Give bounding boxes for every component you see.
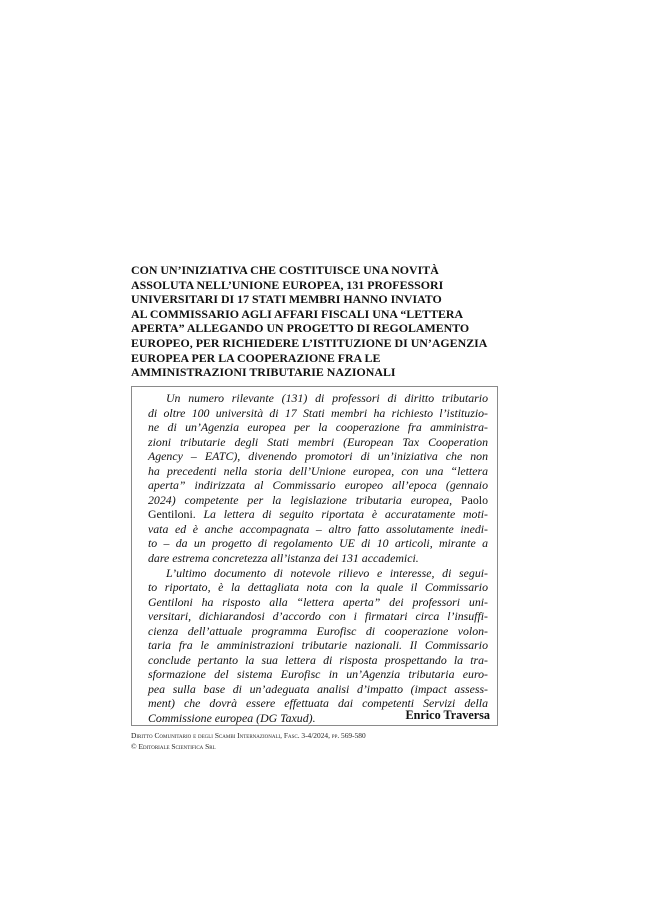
abstract-line: taria fra le amministrazioni tributarie nazionali. Il Commissario <box>148 638 488 653</box>
abstract-box <box>131 386 498 726</box>
abstract-name-paolo: Paolo <box>461 492 488 507</box>
abstract-line <box>148 507 488 522</box>
abstract-line: ha precedenti nella storia dell’Unione europea, con una “lettera <box>148 463 488 478</box>
title-line: UNIVERSITARI DI 17 STATI MEMBRI HANNO INVIATO <box>131 292 442 307</box>
abstract-line: di oltre 100 università di 17 Stati membri ha richiesto l’istituzio- <box>148 405 488 420</box>
title-line: APERTA” ALLEGANDO UN PROGETTO DI REGOLAMENTO <box>131 321 470 336</box>
abstract-line <box>148 493 488 508</box>
abstract-line-text: 2024) competente per la legislazione tributaria europea, <box>148 492 453 507</box>
title-line: AMMINISTRAZIONI TRIBUTARIE NAZIONALI <box>131 365 396 380</box>
abstract-line: to – da un progetto di regolamento UE di 10 articoli, mirante a <box>148 536 488 551</box>
abstract-line: zioni tributarie degli Stati membri (European Tax Cooperation <box>148 434 488 449</box>
abstract-line: versitari, dichiarandosi d’accordo con i firmatari circa l’insuffi- <box>148 609 488 624</box>
abstract-line: to riportato, è la dettagliata nota con la quale il Commissario <box>148 580 488 595</box>
abstract-line: sformazione del sistema Eurofisc in un’Agenzia tributaria euro- <box>148 667 488 682</box>
abstract-line: Commissione europea (DG Taxud). <box>148 711 316 726</box>
abstract-line: cienza dell’attuale programma Eurofisc di cooperazione volon- <box>148 623 488 638</box>
abstract-line: vata ed è anche accompagnata – altro fatto assolutamente inedi- <box>148 521 488 536</box>
abstract-line: pea sulla base di un’adeguata analisi d’impatto (impact assess- <box>148 681 488 696</box>
abstract-line: ment) che dovrà essere effettuata dai competenti Servizi della <box>148 696 488 711</box>
title-line: EUROPEO, PER RICHIEDERE L’ISTITUZIONE DI UN’AGENZIA <box>131 335 488 350</box>
abstract-name-gentiloni: Gentiloni. <box>148 507 196 522</box>
title-line: EUROPEA PER LA COOPERAZIONE FRA LE <box>131 350 381 365</box>
abstract-line: Un numero rilevante (131) di professori di diritto tributario <box>166 391 488 405</box>
abstract-line: ne di un’Agenzia europea per la cooperazione fra amministra- <box>148 420 488 435</box>
abstract-text <box>148 391 488 726</box>
title-line: CON UN’INIZIATIVA CHE COSTITUISCE UNA NOVITÀ <box>131 263 439 277</box>
page-footer <box>131 731 366 752</box>
title-line: AL COMMISSARIO AGLI AFFARI FISCALI UNA “LETTERA <box>131 306 464 321</box>
journal-citation: Diritto Comunitario e degli Scambi Internazionali, Fasc. 3-4/2024, pp. 569-580 <box>131 731 366 740</box>
abstract-line: L’ultimo documento di notevole rilievo e interesse, di segui- <box>166 565 488 580</box>
abstract-line: conclude pertanto la sua lettera di risposta prospettando la tra- <box>148 652 488 667</box>
abstract-line: Agency – EATC), divenendo promotori di un’iniziativa che non <box>148 449 488 464</box>
abstract-line: aperta” indirizzata al Commissario europeo all’epoca (gennaio <box>148 478 488 493</box>
copyright-notice: © Editoriale Scientifica Srl <box>131 741 216 751</box>
abstract-line: Gentiloni ha risposto alla “lettera aperta” dei professori uni- <box>148 594 488 609</box>
abstract-line-text: La lettera di seguito riportata è accuratamente moti- <box>195 507 488 522</box>
article-title <box>131 263 511 380</box>
abstract-line: dare estrema concretezza all’istanza dei 131 accademici. <box>148 551 419 566</box>
author-name: Enrico Traversa <box>405 708 490 722</box>
title-line: ASSOLUTA NELL’UNIONE EUROPEA, 131 PROFESSORI <box>131 277 444 292</box>
